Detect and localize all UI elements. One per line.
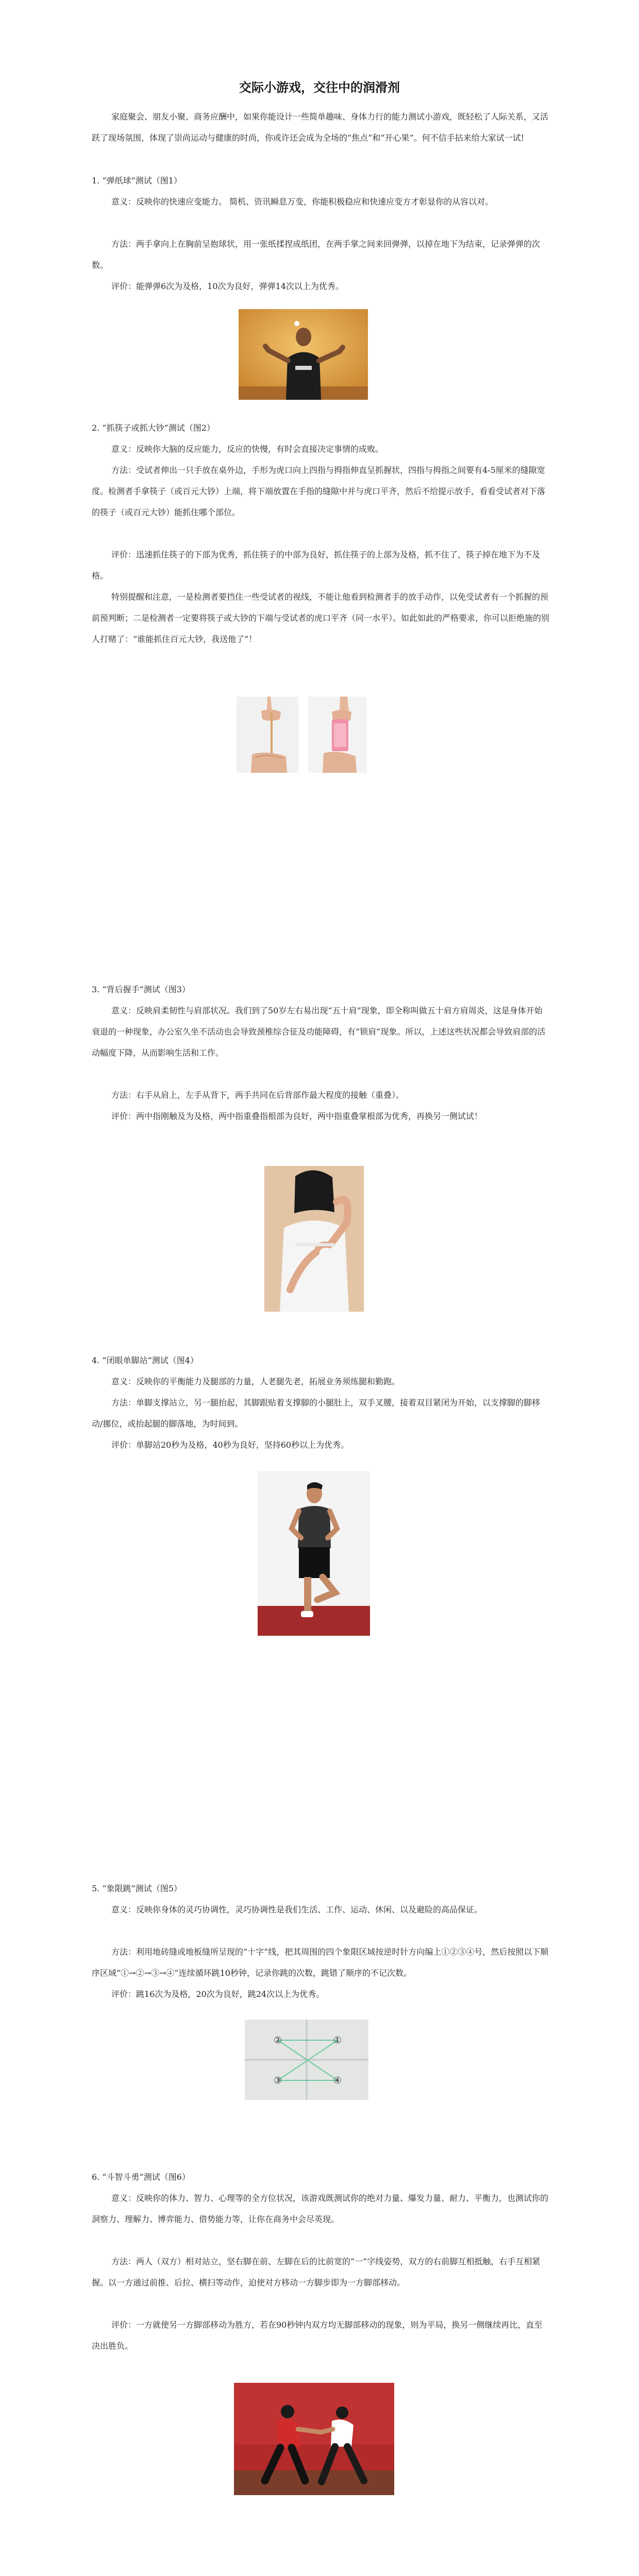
quadrant-4-label: ④	[333, 2075, 342, 2086]
section-2-evaluation: 评价：迅速抓住筷子的下部为优秀，抓住筷子的中部为良好，抓住筷子的上部为及格，抓不住了，筷子掉在地下为不及格。	[92, 550, 541, 581]
quadrant-2-label: ②	[273, 2035, 282, 2046]
figure-2b-photo	[308, 697, 367, 773]
intro-paragraph: 家庭聚会、朋友小聚、商务应酬中，如果你能设计一些简单趣味、身体力行的能力测试小游戏，既轻松了人际关系，又活跃了现场氛围，体现了崇尚运动与健康的时尚，你或许还会成为全场的“焦点”和“开心果”。何不信手拈来给大家试一试!	[92, 112, 549, 143]
figure-4-photo	[258, 1471, 370, 1636]
section-6-method: 方法：两人（双方）相对站立，坚右脚在前、左脚在后的比前宽的“一”字线姿势，双方的右前脚互相抵触，右手互相紧握。以一方通过前推、后拉、横扫等动作，迫使对方移动一方脚步即为一方脚部移动。	[92, 2257, 541, 2287]
section-5-evaluation: 评价：跳16次为及格，20次为良好，跳24次以上为优秀。	[111, 1989, 325, 1999]
quadrant-1-label: ①	[333, 2035, 342, 2046]
figure-1-photo	[239, 309, 368, 400]
figure-5-diagram	[245, 2020, 368, 2100]
section-5-meaning: 意义：反映你身体的灵巧协调性，灵巧协调性是我们生活、工作、运动、休闲、以及避险的高品保证。	[111, 1905, 483, 1914]
section-1-meaning: 意义：反映你的快速应变能力。 简机、资讯瞬息万变，你能积极稳应和快速应变方才彰显你的从容以对。	[111, 197, 494, 207]
figure-3-photo	[264, 1166, 364, 1312]
section-1-method: 方法：两手拿向上在胸前呈抱球状，用一张纸揉捏成纸团，在两手掌之间来回弹弹，以掉在地下为结束，记录弹弹的次数。	[92, 239, 541, 270]
section-2-heading: 2. “抓筷子或抓大钞”测试（图2）	[92, 423, 215, 433]
page-title: 交际小游戏，交往中的润滑剂	[239, 80, 400, 95]
section-6-meaning: 意义：反映你的体力、智力、心理等的全方位状况，该游戏既测试你的绝对力量、爆发力量、耐力、平衡力，也测试你的洞察力、理解力、博弈能力、借势能力等，让你在商务中会尽英现。	[92, 2193, 549, 2224]
section-5-heading: 5. “象限跳”测试（图5）	[92, 1884, 182, 1893]
section-4-evaluation: 评价：单脚站20秒为及格，40秒为良好，坚持60秒以上为优秀。	[111, 1440, 349, 1450]
section-1-heading: 1. “弹纸球”测试（图1）	[92, 176, 182, 185]
section-4-meaning: 意义：反映你的平衡能力及腿部的力量，人老腿先老，拓展业务须练腿和勤跑。	[111, 1377, 400, 1386]
quadrant-3-label: ③	[273, 2075, 282, 2086]
section-2-meaning: 意义：反映你大脑的反应能力，反应的快慢，有时会直接决定事情的成败。	[111, 444, 384, 454]
section-4-method: 方法：单脚支撑站立，另一腿抬起，其脚跟贴着支撑脚的小腿肚上，双手叉腰，接着双目紧闭为开始，以支撑脚的脚移动/挪位，或抬起腿的脚落地，为时间到。	[92, 1398, 541, 1429]
figure-6-photo	[234, 2383, 394, 2495]
section-1-evaluation: 评价：能弹弹6次为及格，10次为良好，弹弹14次以上为优秀。	[111, 281, 344, 291]
figure-2a-photo	[237, 697, 298, 773]
section-3-heading: 3. “背后握手”测试（图3）	[92, 985, 190, 994]
section-2-note: 特别提醒和注意，一是检测者要挡住一些受试者的视线，不能让他看到检测者手的放手动作，以免受试者有一个抓握的预前预判断；二是检测者一定要将筷子或大钞的下端与受试者的虎口平齐（同一水平）。如此如此的严格要求，你可以拒绝施的别人打赌了：“谁能抓住百元大钞，我送他了”！	[92, 592, 550, 644]
section-5-method: 方法：利用地砖缝或地板缝所呈现的“十字”线，把其周围的四个象限区域按逆时针方向编上①②③④号，然后按照以下顺序区域“①→②→③→④”连续循环跳10秒钟，记录你跳的次数，跳错了顺序的不记次数。	[92, 1947, 549, 1978]
section-4-heading: 4. “闭眼单脚站”测试（图4）	[92, 1355, 198, 1365]
section-6-heading: 6. “斗智斗勇”测试（图6）	[92, 2172, 190, 2182]
section-2-method: 方法：受试者伸出一只手放在桌外边，手形为虎口向上四指与拇指伸直呈抓握状，四指与拇指之间要有4-5厘米的缝隙宽度。检测者手拿筷子（或百元大钞）上端，将下端放置在手指的缝隙中并与虎口平齐，然后不给提示放手，看看受试者对下落的筷子（或百元大钞）能抓住哪个部位。	[92, 465, 546, 517]
section-6-evaluation: 评价：一方就使另一方脚部移动为胜方，若在90秒钟内双方均无脚部移动的现象，则为平局，换另一侧继续再比，直至决出胜负。	[92, 2320, 543, 2351]
section-3-evaluation: 评价：两中指刚触及为及格，两中指重叠指根部为良好，两中指重叠掌根部为优秀，再换另一侧试试！	[111, 1111, 483, 1121]
section-3-method: 方法：右手从肩上，左手从背下，两手共同在后背部作最大程度的接触（重叠）。	[111, 1090, 405, 1100]
section-3-meaning: 意义：反映肩柔韧性与肩部状况。我们到了50岁左右易出现“五十肩”现象，即全称叫做五十肩方肩周炎，这是身体开始衰退的一种现象，办公室久坐不活动也会导致颈椎综合征及功能障碍，有“锁肩”现象。所以，上述这些状况都会导致肩部的活动幅度下降，从而影响生活和工作。	[92, 1006, 546, 1058]
